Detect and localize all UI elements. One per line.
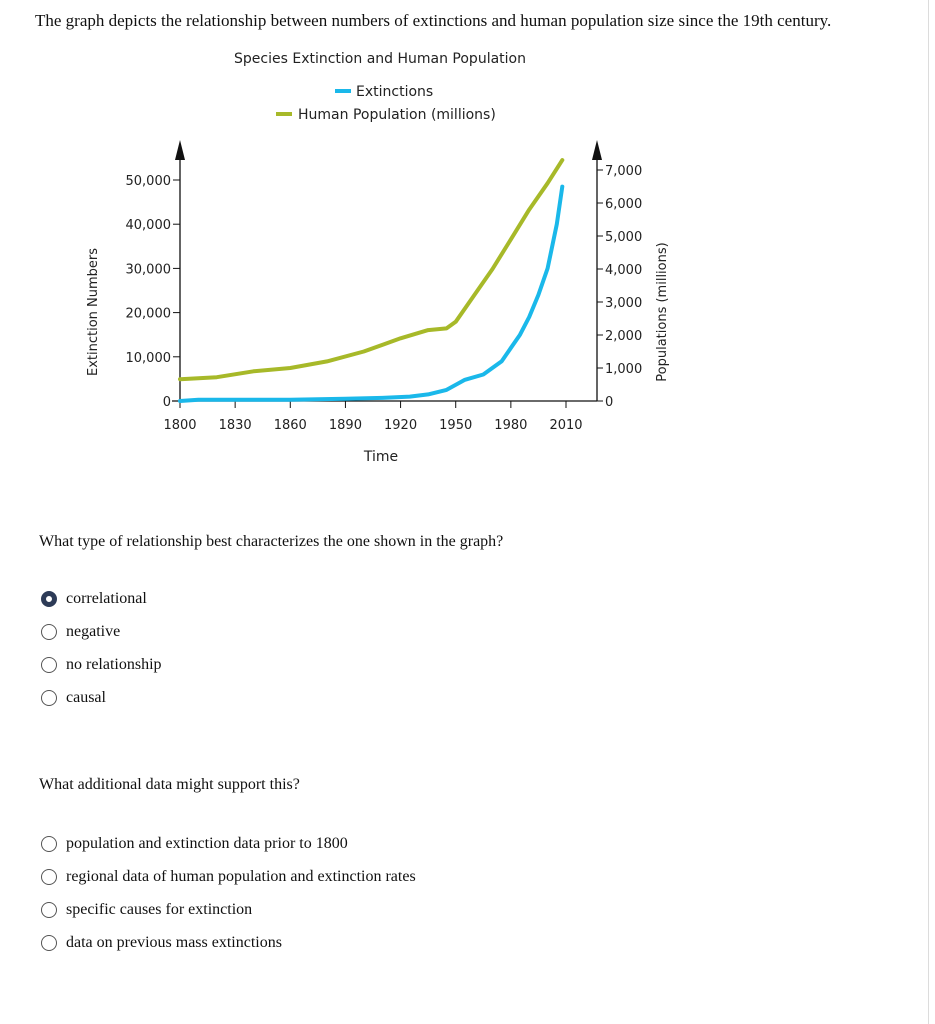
x-tick-label: 2010 <box>549 418 583 433</box>
q1-option[interactable] <box>41 615 162 648</box>
y-right-tick-label: 4,000 <box>605 263 643 278</box>
x-tick-label: 1860 <box>273 418 307 433</box>
question-1-options <box>41 582 162 714</box>
x-axis-label: Time <box>363 449 399 465</box>
q1-radio-button[interactable] <box>41 657 57 673</box>
q2-option[interactable] <box>41 827 416 860</box>
q2-option[interactable] <box>41 893 416 926</box>
y-axis-right-arrow <box>592 140 602 160</box>
q2-radio-button[interactable] <box>41 869 57 885</box>
chart-axes <box>126 140 643 433</box>
q2-option-label: data on previous mass extinctions <box>66 933 282 951</box>
q2-option[interactable] <box>41 860 416 893</box>
q1-radio-button[interactable] <box>41 591 57 607</box>
y-axis-label-right: Populations (millions) <box>655 242 670 382</box>
question-2-options <box>41 827 416 959</box>
x-tick-label: 1980 <box>494 418 528 433</box>
x-tick-label: 1890 <box>328 418 362 433</box>
y-left-tick-label: 10,000 <box>125 350 171 366</box>
legend-label-population: Human Population (millions) <box>298 107 496 123</box>
q2-option-label: regional data of human population and extinction rates <box>66 867 416 885</box>
x-tick-label: 1830 <box>218 418 252 433</box>
x-tick-label: 1950 <box>439 418 473 433</box>
chart <box>0 40 935 480</box>
q2-option[interactable] <box>41 926 416 959</box>
q1-radio-button[interactable] <box>41 624 57 640</box>
y-left-tick-label: 30,000 <box>125 262 171 278</box>
y-right-tick-label: 1,000 <box>605 362 643 377</box>
series-line-population <box>180 160 562 379</box>
q1-option-label: correlational <box>66 589 147 607</box>
y-right-tick-label: 3,000 <box>605 296 643 311</box>
y-right-tick-label: 5,000 <box>605 230 643 245</box>
q1-option-label: causal <box>66 688 106 706</box>
q2-option-label: population and extinction data prior to 1800 <box>66 834 348 852</box>
q1-radio-button[interactable] <box>41 690 57 706</box>
q1-option[interactable] <box>41 648 162 681</box>
q2-radio-button[interactable] <box>41 902 57 918</box>
series-line-extinctions <box>180 187 562 401</box>
y-axis-label-left: Extinction Numbers <box>86 247 101 377</box>
chart-legend <box>276 84 496 123</box>
q2-radio-button[interactable] <box>41 935 57 951</box>
y-axis-left-arrow <box>175 140 185 160</box>
y-right-tick-label: 0 <box>605 395 614 410</box>
q1-option[interactable] <box>41 681 162 714</box>
y-left-tick-label: 20,000 <box>125 306 171 322</box>
question-1-text: What type of relationship best characterizes the one shown in the graph? <box>39 533 504 550</box>
q1-option-label: negative <box>66 622 121 640</box>
y-right-tick-label: 2,000 <box>605 329 643 344</box>
chart-series <box>180 160 562 401</box>
chart-title: Species Extinction and Human Population <box>234 51 526 67</box>
y-right-tick-label: 7,000 <box>605 164 643 179</box>
x-tick-label: 1920 <box>384 418 418 433</box>
q2-radio-button[interactable] <box>41 836 57 852</box>
q1-option[interactable] <box>41 582 162 615</box>
legend-label-extinctions: Extinctions <box>356 84 434 100</box>
y-left-tick-label: 50,000 <box>125 174 171 189</box>
x-tick-label: 1800 <box>163 418 197 433</box>
intro-text: The graph depicts the relationship between numbers of extinctions and human population size since the 19th century. <box>35 11 832 30</box>
y-left-tick-label: 40,000 <box>125 218 171 234</box>
y-right-tick-label: 6,000 <box>605 197 643 212</box>
question-2-text: What additional data might support this? <box>39 776 300 793</box>
q2-option-label: specific causes for extinction <box>66 900 253 918</box>
q1-option-label: no relationship <box>66 655 162 673</box>
y-left-tick-label: 0 <box>162 395 171 410</box>
